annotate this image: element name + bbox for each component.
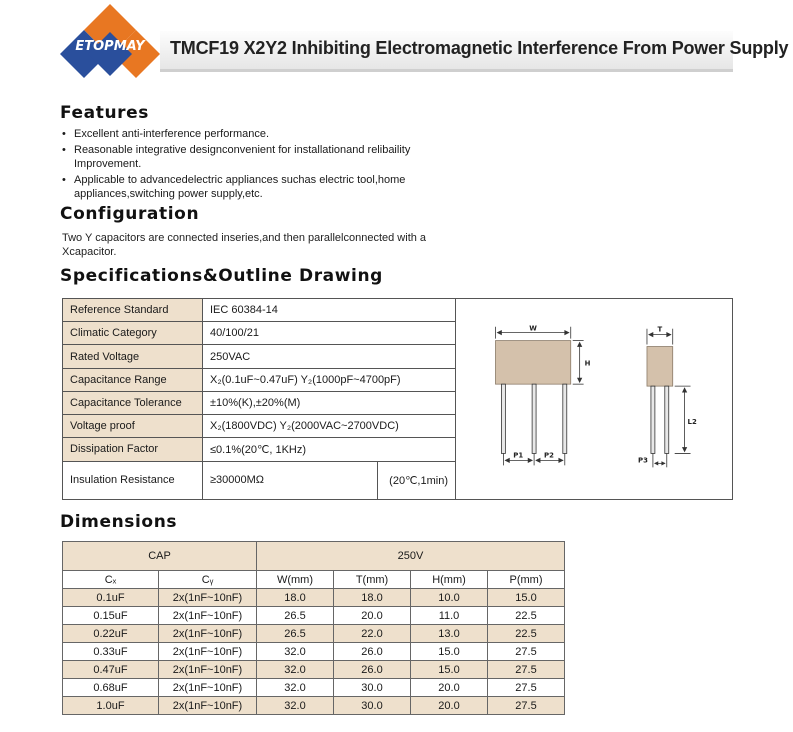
table-cell: 22.5	[488, 625, 565, 643]
dimensions-heading: Dimensions	[60, 512, 178, 532]
dimensions-table	[62, 541, 565, 715]
table-cell: 0.1uF	[63, 589, 159, 607]
spec-note: (20℃,1min)	[378, 461, 456, 499]
spec-label: Insulation Resistance	[63, 461, 203, 499]
table-cell: 0.15uF	[63, 607, 159, 625]
table-cell: 0.47uF	[63, 661, 159, 679]
table-cell: 27.5	[488, 661, 565, 679]
table-row	[63, 461, 456, 499]
dim-label-w: W	[529, 324, 537, 333]
table-row	[63, 391, 456, 414]
table-row	[63, 589, 565, 607]
feature-item: • Reasonable integrative designconvenient for installationand relibaility Improvement.	[60, 143, 460, 171]
column-header: H(mm)	[411, 571, 488, 589]
table-cell: 32.0	[257, 661, 334, 679]
table-cell: 15.0	[411, 661, 488, 679]
table-cell: 2x(1nF~10nF)	[159, 589, 257, 607]
table-cell: 20.0	[411, 679, 488, 697]
capacitor-front-body	[495, 341, 570, 385]
spec-value: X₂(1800VDC) Y₂(2000VAC~2700VDC)	[203, 415, 456, 438]
table-cell: 2x(1nF~10nF)	[159, 661, 257, 679]
table-cell: 0.68uF	[63, 679, 159, 697]
column-header: Cₓ	[63, 571, 159, 589]
column-header: W(mm)	[257, 571, 334, 589]
table-cell: 15.0	[411, 643, 488, 661]
table-cell: 10.0	[411, 589, 488, 607]
spec-value: 40/100/21	[203, 322, 456, 345]
spec-label: Capacitance Range	[63, 368, 203, 391]
table-cell: 27.5	[488, 679, 565, 697]
spec-label: Reference Standard	[63, 299, 203, 322]
column-header: Cᵧ	[159, 571, 257, 589]
table-cell: 2x(1nF~10nF)	[159, 679, 257, 697]
table-cell: 27.5	[488, 697, 565, 715]
feature-item: • Applicable to advancedelectric appliances suchas electric tool,home appliances,switching power supply,etc.	[60, 173, 460, 201]
table-row	[63, 643, 565, 661]
table-row	[63, 697, 565, 715]
dim-label-p1: P1	[513, 451, 524, 460]
features-list	[60, 127, 460, 203]
table-cell: 32.0	[257, 643, 334, 661]
table-cell: 15.0	[488, 589, 565, 607]
table-row	[63, 415, 456, 438]
table-cell: 18.0	[257, 589, 334, 607]
table-cell: 11.0	[411, 607, 488, 625]
spec-value: ±10%(K),±20%(M)	[203, 391, 456, 414]
table-row	[63, 438, 456, 461]
dim-label-h: H	[584, 359, 591, 368]
table-cell: 2x(1nF~10nF)	[159, 607, 257, 625]
column-header: T(mm)	[334, 571, 411, 589]
specifications-table	[62, 298, 456, 500]
table-cell: 30.0	[334, 697, 411, 715]
table-cell: 1.0uF	[63, 697, 159, 715]
specifications-heading: Specifications&Outline Drawing	[60, 266, 383, 286]
document-title: TMCF19 X2Y2 Inhibiting Electromagnetic Interference From Power Supply	[170, 38, 789, 58]
dim-label-l2: L2	[687, 417, 697, 426]
table-cell: 30.0	[334, 679, 411, 697]
table-cell: 32.0	[257, 697, 334, 715]
spec-value: ≤0.1%(20℃, 1KHz)	[203, 438, 456, 461]
feature-item: • Excellent anti-interference performance.	[60, 127, 460, 141]
dim-label-p3: P3	[638, 456, 648, 465]
capacitor-side-body	[647, 347, 673, 387]
table-row	[63, 345, 456, 368]
table-cell: 2x(1nF~10nF)	[159, 643, 257, 661]
dim-label-t: T	[657, 325, 663, 334]
spec-label: Dissipation Factor	[63, 438, 203, 461]
table-row	[63, 625, 565, 643]
table-cell: 20.0	[411, 697, 488, 715]
table-header-row	[63, 542, 565, 571]
table-row	[63, 368, 456, 391]
column-header: P(mm)	[488, 571, 565, 589]
table-cell: 20.0	[334, 607, 411, 625]
table-cell: 26.5	[257, 607, 334, 625]
table-cell: 27.5	[488, 643, 565, 661]
cap-header: CAP	[63, 542, 257, 571]
spec-value: IEC 60384-14	[203, 299, 456, 322]
spec-label: Voltage proof	[63, 415, 203, 438]
features-heading: Features	[60, 103, 149, 123]
table-cell: 18.0	[334, 589, 411, 607]
configuration-heading: Configuration	[60, 204, 200, 224]
spec-label: Climatic Category	[63, 322, 203, 345]
spec-value: 250VAC	[203, 345, 456, 368]
table-cell: 13.0	[411, 625, 488, 643]
table-cell: 26.0	[334, 643, 411, 661]
table-row	[63, 322, 456, 345]
company-logo	[58, 2, 162, 84]
spec-value: ≥30000MΩ	[203, 461, 378, 499]
spec-label: Capacitance Tolerance	[63, 391, 203, 414]
table-cell: 2x(1nF~10nF)	[159, 625, 257, 643]
table-cell: 26.0	[334, 661, 411, 679]
table-row	[63, 661, 565, 679]
dim-label-p2: P2	[544, 451, 554, 460]
spec-value: X₂(0.1uF~0.47uF) Y₂(1000pF~4700pF)	[203, 368, 456, 391]
configuration-text: Two Y capacitors are connected inseries,and then parallelconnected with a Xcapacitor.	[62, 232, 427, 258]
table-cell: 22.0	[334, 625, 411, 643]
table-row	[63, 679, 565, 697]
table-cell: 0.33uF	[63, 643, 159, 661]
table-cell: 32.0	[257, 679, 334, 697]
spec-label: Rated Voltage	[63, 345, 203, 368]
table-cell: 26.5	[257, 625, 334, 643]
table-row	[63, 607, 565, 625]
table-row	[63, 299, 456, 322]
outline-drawing	[456, 298, 733, 500]
voltage-header: 250V	[257, 542, 565, 571]
table-cell: 22.5	[488, 607, 565, 625]
table-header-row	[63, 571, 565, 589]
logo-text: ETOPMAY	[75, 39, 145, 54]
table-cell: 0.22uF	[63, 625, 159, 643]
table-cell: 2x(1nF~10nF)	[159, 697, 257, 715]
